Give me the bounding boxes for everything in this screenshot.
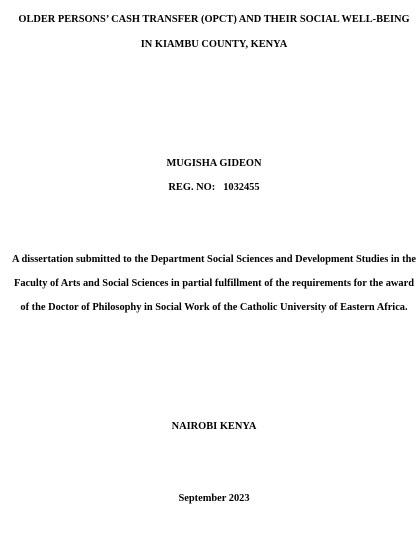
registration-label: REG. NO: [168, 182, 216, 193]
place: NAIROBI KENYA [171, 421, 257, 432]
dissertation-statement-line-2: Faculty of Arts and Social Sciences in partial fulfillment of the requirements for the award [13, 278, 414, 289]
submission-date: September 2023 [178, 493, 250, 504]
registration-number [0, 181, 420, 194]
thesis-title-line-2: IN KIAMBU COUNTY, KENYA [140, 39, 288, 50]
author-name: MUGISHA GIDEON [166, 158, 262, 169]
dissertation-statement-line-3: of the Doctor of Philosophy in Social Work of the Catholic University of Eastern Africa. [20, 302, 408, 313]
dissertation-statement-line-1: A dissertation submitted to the Department Social Sciences and Development Studies in the [11, 254, 417, 265]
registration-value: 1032455 [223, 182, 260, 193]
thesis-title-line-1: OLDER PERSONS’ CASH TRANSFER (OPCT) AND THEIR SOCIAL WELL-BEING [18, 14, 410, 25]
